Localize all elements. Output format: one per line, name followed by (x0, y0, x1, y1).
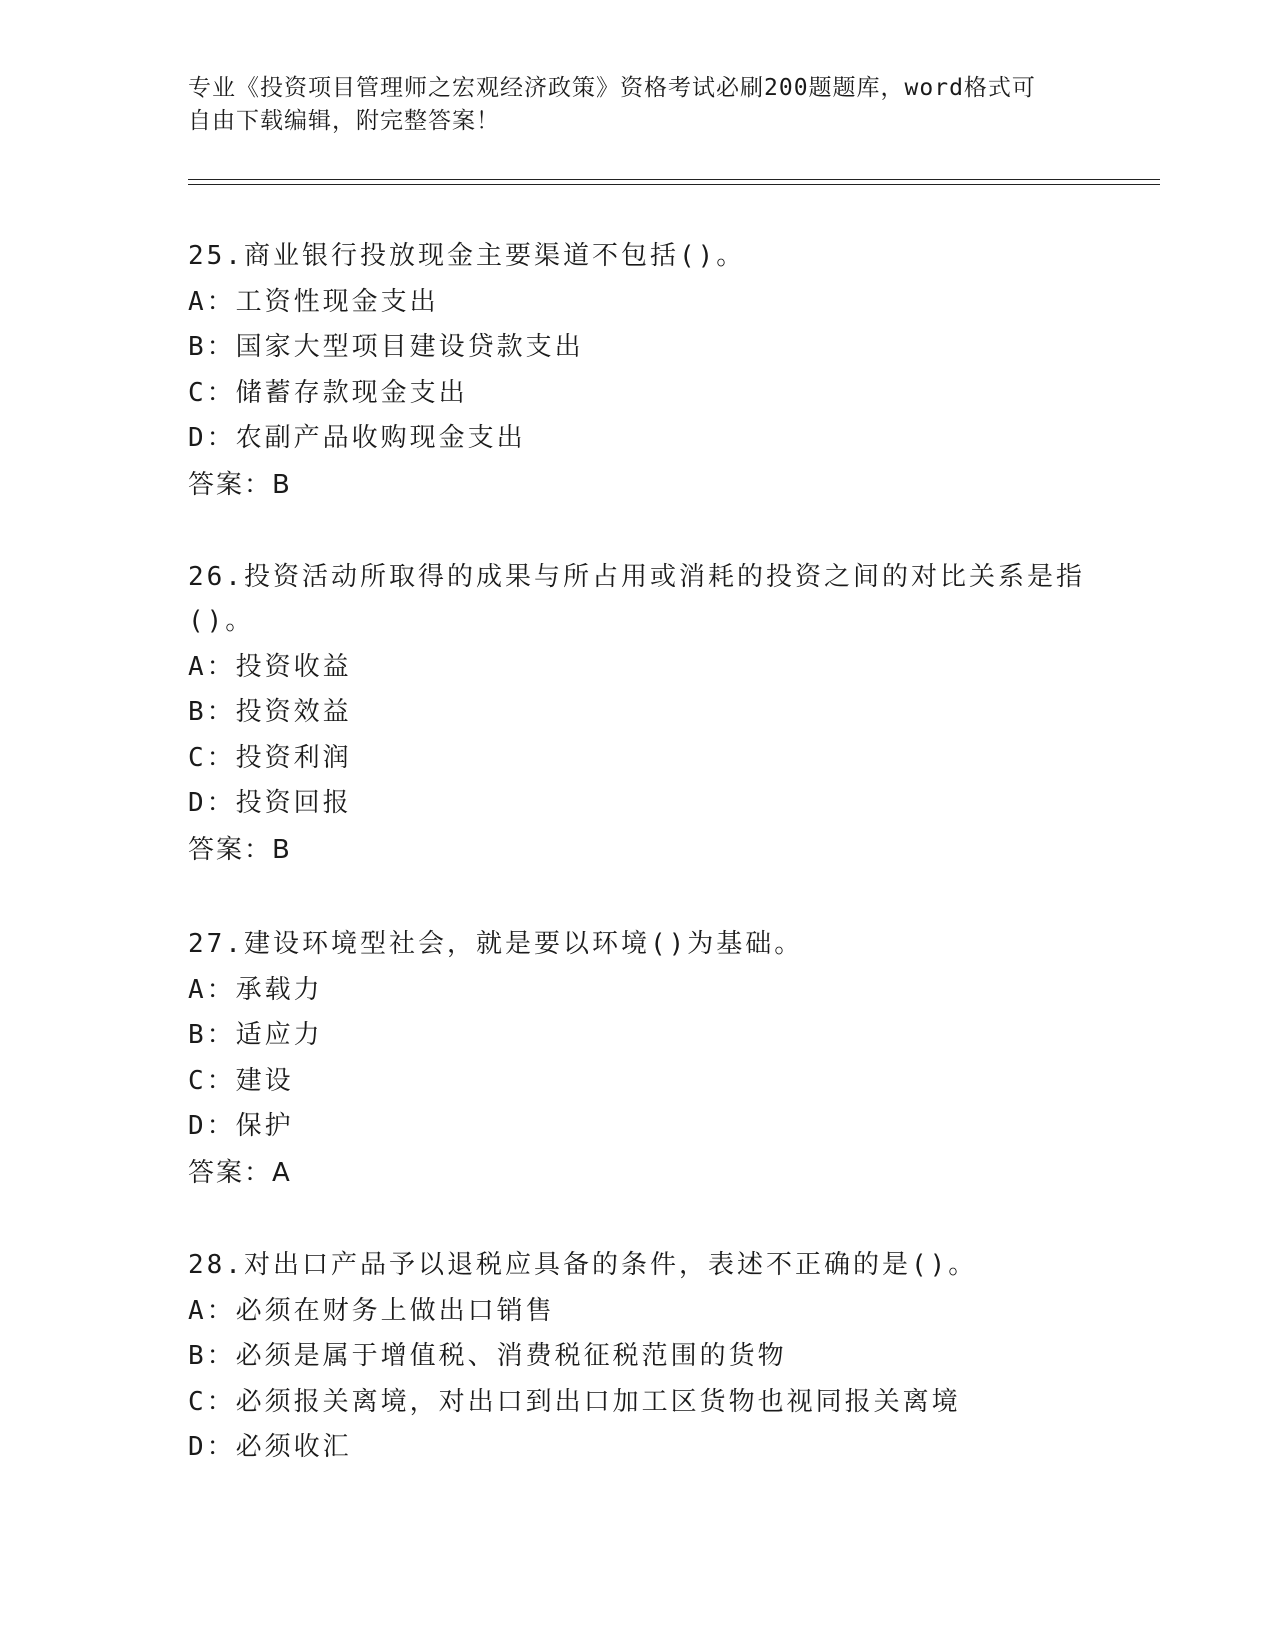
option-c: C：建设 (188, 1065, 294, 1096)
question-25 (188, 234, 1088, 508)
option-c: C：必须报关离境，对出口到出口加工区货物也视同报关离境 (188, 1386, 961, 1417)
answer-label: 答案：A (188, 1157, 292, 1188)
question-27 (188, 922, 1088, 1196)
header-line-1: 专业《投资项目管理师之宏观经济政策》资格考试必刷200题题库，word格式可 (188, 75, 1036, 101)
option-c: C：投资利润 (188, 742, 352, 773)
answer-label: 答案：B (188, 834, 292, 865)
question-stem: 27.建设环境型社会，就是要以环境()为基础。 (188, 929, 804, 959)
option-a: A：投资收益 (188, 651, 352, 682)
option-d: D：必须收汇 (188, 1432, 352, 1462)
header-divider-bottom (188, 184, 1160, 185)
question-stem: 28.对出口产品予以退税应具备的条件，表述不正确的是()。 (188, 1250, 978, 1280)
option-d: D：投资回报 (188, 788, 352, 818)
option-a: A：承载力 (188, 974, 323, 1005)
question-26 (188, 555, 1088, 873)
question-stem-line-1: 26.投资活动所取得的成果与所占用或消耗的投资之间的对比关系是指 (188, 562, 1085, 592)
option-b: B：国家大型项目建设贷款支出 (188, 332, 584, 362)
option-b: B：必须是属于增值税、消费税征税范围的货物 (188, 1341, 787, 1371)
option-b: B：适应力 (188, 1020, 323, 1050)
option-a: A：工资性现金支出 (188, 286, 439, 317)
question-stem: 25.商业银行投放现金主要渠道不包括()。 (188, 241, 746, 271)
header-divider-top (188, 179, 1160, 180)
question-stem-line-2: ()。 (188, 606, 255, 636)
header-line-2: 自由下载编辑，附完整答案！ (188, 108, 500, 134)
option-b: B：投资效益 (188, 697, 352, 727)
option-d: D：农副产品收购现金支出 (188, 423, 526, 453)
question-28 (188, 1243, 1088, 1471)
answer-label: 答案：B (188, 469, 292, 500)
option-a: A：必须在财务上做出口销售 (188, 1295, 555, 1326)
option-c: C：储蓄存款现金支出 (188, 377, 468, 408)
option-d: D：保护 (188, 1111, 294, 1141)
document-header (188, 72, 1068, 138)
